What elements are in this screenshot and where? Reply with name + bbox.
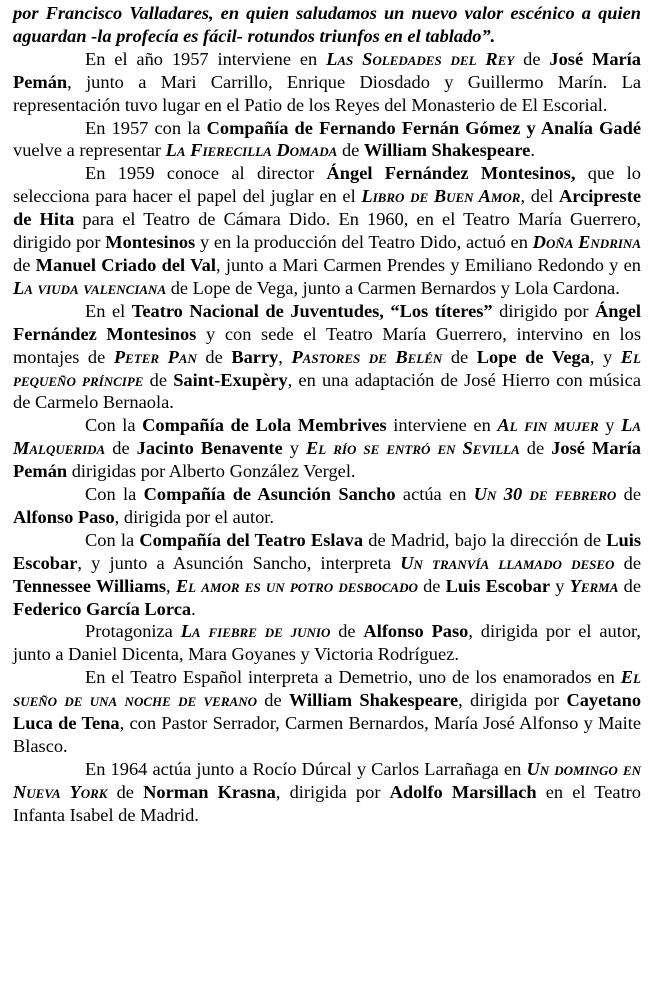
text-run: de (614, 552, 641, 573)
work-title: Libro de Buen Amor (361, 186, 521, 207)
text-run: . (191, 598, 196, 619)
text-run: de (107, 781, 144, 802)
work-title: El amor es un potro desbocado (175, 575, 418, 596)
text-run: , del (520, 186, 559, 207)
work-title: La Fierecilla Domada (165, 140, 338, 161)
body-paragraph (13, 162, 641, 299)
text-run: , (166, 575, 176, 596)
text-run: en el Teatro Infanta Isabel de Madrid. (13, 781, 642, 825)
bold-name: Compañía de Lola Membrives (142, 415, 387, 436)
text-run: Con la (85, 484, 144, 505)
text-run: , dirigida por el autor, junto a Daniel Dicenta, Mara Goyanes y Victoria Rodríguez. (13, 621, 641, 665)
bold-name: Jacinto Benavente (136, 438, 283, 459)
text-run: de (616, 484, 641, 505)
text-run: de (519, 438, 552, 459)
bold-name: Norman Krasna (143, 781, 276, 802)
work-title: La viuda valenciana (13, 277, 167, 298)
work-title: Al fin mujer (497, 415, 599, 436)
text-run: Protagoniza (85, 621, 181, 642)
work-title: Pastores de Belén (291, 346, 443, 367)
bold-name: José María Pemán (13, 438, 641, 482)
bold-name: Barry (231, 346, 279, 367)
bold-name: Federico García Lorca (13, 598, 192, 619)
text-run: Con la (85, 529, 140, 550)
text-run: de (337, 140, 364, 161)
text-run: , junto a Mari Carmen Prendes y Emiliano Redondo y en (215, 254, 641, 275)
bold-name: Arcipreste de Hita (13, 186, 642, 230)
bold-name: Adolfo Marsillach (389, 781, 537, 802)
text-run: En 1959 conoce al director (85, 163, 327, 184)
text-run: y (282, 438, 306, 459)
text-run: En el (85, 300, 132, 321)
work-title: Yerma (569, 575, 619, 596)
intro-paragraph (13, 2, 641, 48)
text-run: de (514, 48, 550, 69)
bold-name: Tennessee Williams (13, 575, 167, 596)
body-paragraph (13, 414, 641, 483)
work-title: Doña Endrina (532, 232, 641, 253)
text-run: actúa en (395, 484, 474, 505)
text-run: de (618, 575, 641, 596)
bold-name: Teatro Nacional de Juventudes, “Los títeres” (131, 300, 493, 321)
text-run: de (13, 254, 36, 275)
text-run: de (256, 690, 289, 711)
text-run: por Francisco Valladares, en quien saludamos un nuevo valor escénico a quien aguardan -la profecía es fácil- rotundos triunfos en el tablado”. (13, 3, 641, 46)
text-run: , (278, 346, 292, 367)
text-run: de (196, 346, 232, 367)
work-title: La fiebre de junio (180, 621, 331, 642)
text-run: y (550, 575, 570, 596)
body-paragraph (13, 48, 641, 117)
work-title: El sueño de una noche de verano (13, 667, 641, 711)
bold-name: Montesinos (105, 232, 196, 253)
text-run: de (442, 346, 477, 367)
text-run: de (143, 369, 174, 390)
text-run: . (530, 140, 535, 161)
body-paragraph (13, 620, 641, 666)
work-title: El río se entró en Sevilla (305, 438, 520, 459)
text-run: de Madrid, bajo la dirección de (363, 529, 607, 550)
text-run: y con sede el Teatro María Guerrero, intervino en los montajes de (13, 323, 642, 367)
bold-name: Saint-Exupèry (173, 369, 288, 390)
bold-name: William Shakespeare (363, 140, 531, 161)
text-run: , dirigida por el autor. (114, 506, 275, 527)
text-run: , y (589, 346, 621, 367)
body-paragraph (13, 758, 641, 827)
bold-name: Ángel Fernández Montesinos (13, 300, 641, 344)
bold-name: Luis Escobar (445, 575, 550, 596)
body-paragraph (13, 666, 641, 758)
text-run: , y junto a Asunción Sancho, interpreta (77, 552, 401, 573)
body-paragraph (13, 117, 641, 163)
work-title: El pequeño príncipe (13, 346, 641, 390)
text-run: En el Teatro Español interpreta a Demetrio, uno de los enamorados en (85, 667, 621, 688)
work-title: Un tranvía llamado deseo (400, 552, 615, 573)
bold-name: Compañía de Asunción Sancho (143, 484, 396, 505)
work-title: Peter Pan (113, 346, 197, 367)
text-run: , con Pastor Serrador, Carmen Bernardos, María José Alfonso y Maite Blasco. (13, 713, 641, 756)
bold-name: Cayetano Luca de Tena (13, 690, 642, 734)
bold-name: Compañía de Fernando Fernán Gómez y Analía Gadé (206, 117, 641, 138)
text-run: Con la (85, 415, 143, 436)
work-title: Las Soledades del Rey (326, 48, 515, 69)
text-run: , en una adaptación de José Hierro con música de Carmelo Bernaola. (13, 369, 641, 413)
bold-name: Alfonso Paso (363, 621, 469, 642)
text-run: de (330, 621, 364, 642)
text-run: de (417, 575, 446, 596)
text-run: y en la producción del Teatro Dido, actuó en (195, 232, 533, 253)
bold-name: William Shakespeare (289, 690, 459, 711)
text-run: de (105, 438, 137, 459)
bold-name: Ángel Fernández Montesinos, (326, 163, 576, 184)
work-title: Un domingo en Nueva York (13, 758, 641, 802)
text-run: que lo selecciona para hacer el papel del juglar en el (13, 163, 641, 207)
bold-name: José María Pemán (13, 48, 641, 92)
body-paragraph (13, 483, 641, 529)
text-run: vuelve a representar (13, 140, 166, 161)
document-page (13, 2, 641, 827)
body-paragraph (13, 529, 641, 621)
text-run: de Lope de Vega, junto a Carmen Bernardos y Lola Cardona. (166, 277, 620, 298)
text-run: para el Teatro de Cámara Dido. En 1960, en el Teatro María Guerrero, dirigido por (13, 209, 641, 253)
bold-name: Compañía del Teatro Eslava (139, 529, 364, 550)
work-title: La Malquerida (13, 415, 642, 459)
text-run: , dirigida por (458, 690, 567, 711)
text-run: , dirigida por (275, 781, 390, 802)
bold-name: Lope de Vega (476, 346, 590, 367)
text-run: interviene en (386, 415, 498, 436)
bold-name: Luis Escobar (13, 529, 641, 573)
body-paragraph (13, 300, 641, 415)
text-run: En 1957 con la (85, 117, 207, 138)
text-run: dirigidas por Alberto González Vergel. (67, 461, 356, 482)
text-run: En 1964 actúa junto a Rocío Dúrcal y Carlos Larrañaga en (85, 758, 527, 779)
text-run: En el año 1957 interviene en (85, 48, 327, 69)
text-run: y (598, 415, 622, 436)
bold-name: Alfonso Paso (13, 506, 115, 527)
text-run: dirigido por (492, 300, 595, 321)
text-run: , junto a Mari Carrillo, Enrique Diosdado y Guillermo Marín. La representación tuvo lugar en el Patio de los Reyes del Monasterio de El Escorial. (13, 71, 641, 115)
work-title: Un 30 de febrero (473, 484, 617, 505)
bold-name: Manuel Criado del Val (35, 254, 216, 275)
